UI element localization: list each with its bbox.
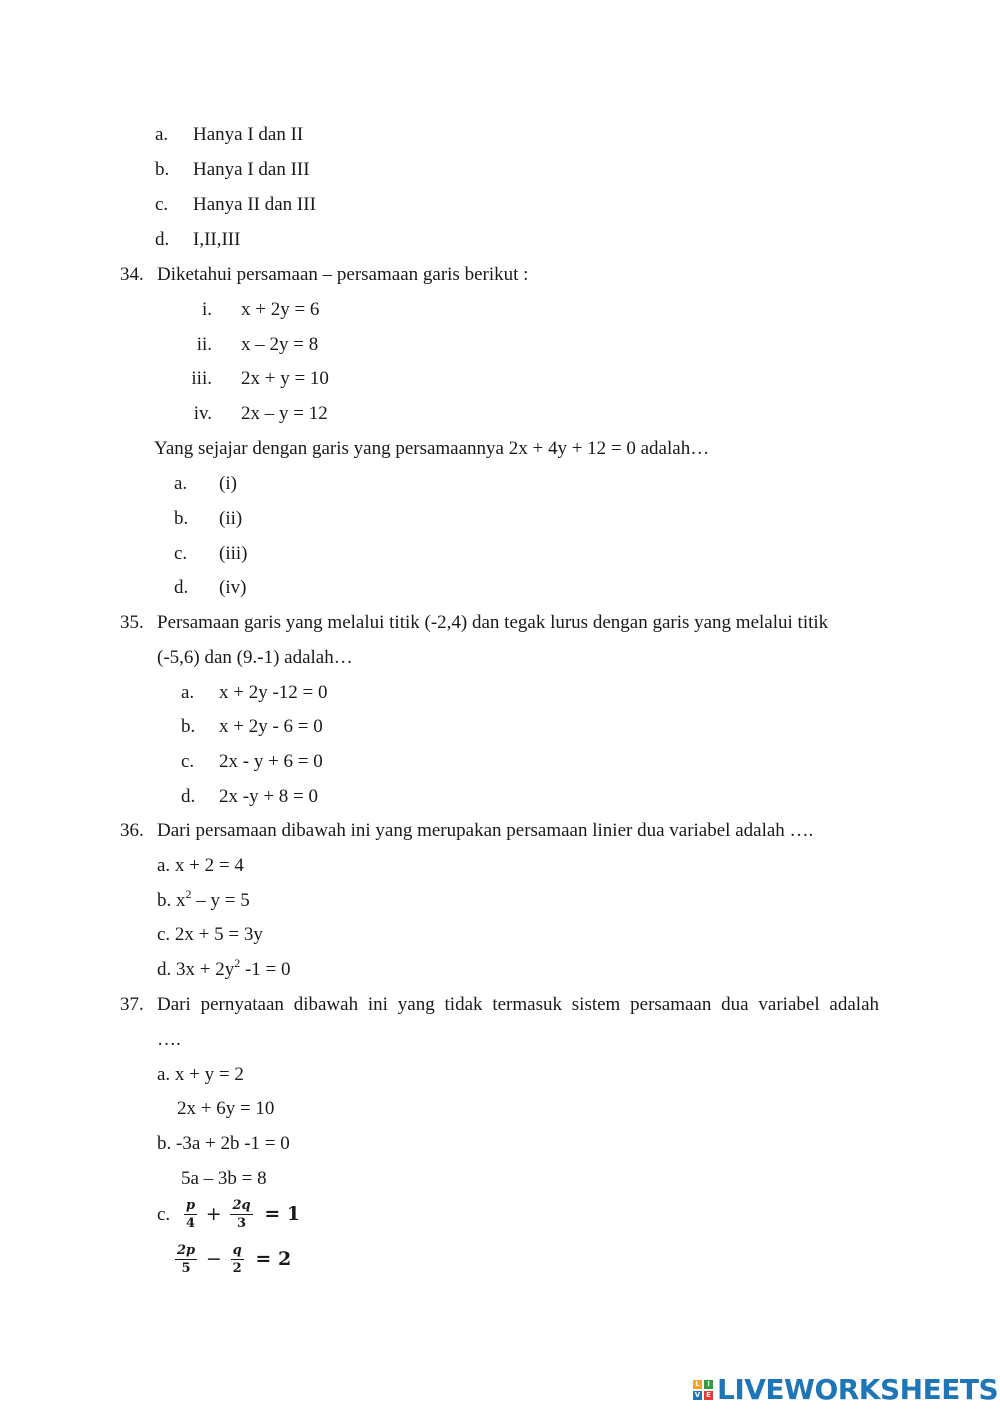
q34-item-iv-eq: 2x – y = 12 (241, 403, 328, 424)
q37-option-b-line2: 5a – 3b = 8 (181, 1168, 267, 1189)
q37-line2: …. (157, 1029, 181, 1050)
q35-option-b-letter: b. (181, 716, 196, 737)
fraction: $\frac{2p}{5}$ (177, 1243, 196, 1276)
q33-option-b-letter: b. (155, 159, 170, 180)
q34-option-d-text: (iv) (219, 577, 247, 598)
q34-option-b-letter: b. (174, 508, 189, 529)
q36-number: 36. (120, 820, 144, 841)
q37-option-a-line2: 2x + 6y = 10 (177, 1098, 275, 1119)
exponent: 2 (185, 887, 192, 901)
q35-option-c-text: 2x - y + 6 = 0 (219, 751, 323, 772)
q36-option-d: d. $3x + 2y^2$ -1 = 0 (157, 956, 291, 980)
q37-option-c-letter: c. (157, 1204, 171, 1225)
q34-option-a-text: (i) (219, 473, 237, 494)
q34-question: Yang sejajar dengan garis yang persamaannya 2x + 4y + 12 = 0 adalah… (154, 438, 710, 459)
q35-option-a-text: x + 2y -12 = 0 (219, 682, 328, 703)
plus-operator: + (205, 1203, 222, 1225)
q33-option-c-letter: c. (155, 194, 169, 215)
logo-tile-e: E (704, 1391, 713, 1400)
minus-operator: − (205, 1248, 222, 1270)
q35-option-d-text: 2x -y + 8 = 0 (219, 786, 319, 807)
q33-option-d-letter: d. (155, 229, 170, 250)
q35-line2: (-5,6) dan (9.-1) adalah… (157, 647, 353, 668)
fraction: $\frac{p}{4}$ (185, 1198, 196, 1231)
q34-option-b-text: (ii) (219, 508, 243, 529)
fraction: $\frac{q}{2}$ (232, 1243, 242, 1276)
q34-number: 34. (120, 264, 144, 285)
q37-option-b-line1: b. -3a + 2b -1 = 0 (157, 1133, 290, 1154)
q34-item-i-numeral: i. (201, 299, 212, 320)
q34-item-ii-numeral: ii. (196, 334, 212, 355)
q33-option-d-text: I,II,III (193, 229, 241, 250)
q34-option-c-text: (iii) (219, 543, 248, 564)
q36-option-a: a. x + 2 = 4 (157, 855, 244, 876)
q33-option-c-text: Hanya II dan III (193, 194, 316, 215)
q34-item-iii-numeral: iii. (191, 368, 212, 389)
fraction: $\frac{2q}{3}$ (232, 1198, 251, 1231)
equation-rhs: = 2 (255, 1248, 292, 1270)
q33-option-a-letter: a. (155, 124, 169, 145)
q34-option-d-letter: d. (174, 577, 189, 598)
q34-item-ii-eq: x – 2y = 8 (241, 334, 319, 355)
q35-option-a-letter: a. (181, 682, 195, 703)
q34-item-iii-eq: 2x + y = 10 (241, 368, 329, 389)
q34-option-c-letter: c. (174, 543, 188, 564)
q35-line1: Persamaan garis yang melalui titik (-2,4) dan tegak lurus dengan garis yang melalui titik (157, 612, 829, 633)
q34-text: Diketahui persamaan – persamaan garis berikut : (157, 264, 529, 285)
q33-option-a-text: Hanya I dan II (193, 124, 304, 145)
q35-option-c-letter: c. (181, 751, 195, 772)
q34-item-iv-numeral: iv. (193, 403, 212, 424)
q37-option-c-line1 (157, 1199, 300, 1230)
q36-option-c: c. 2x + 5 = 3y (157, 924, 263, 945)
equation-rhs: = 1 (264, 1203, 301, 1225)
q37-line1: Dari pernyataan dibawah ini yang tidak termasuk sistem persamaan dua variabel adalah (157, 994, 879, 1015)
q36-text: Dari persamaan dibawah ini yang merupakan persamaan linier dua variabel adalah …. (157, 820, 814, 841)
liveworksheets-logo[interactable] (693, 1373, 999, 1406)
q37-option-c-line2 (174, 1244, 291, 1275)
logo-text: LIVEWORKSHEETS (717, 1373, 999, 1406)
q37-option-a-line1: a. x + y = 2 (157, 1064, 244, 1085)
q36-option-b: b. $x^2 - y = 5$ (157, 887, 250, 911)
q35-number: 35. (120, 612, 144, 633)
q37-number: 37. (120, 994, 144, 1015)
exponent: 2 (234, 956, 241, 970)
q33-option-b-text: Hanya I dan III (193, 159, 310, 180)
q35-option-b-text: x + 2y - 6 = 0 (219, 716, 323, 737)
q34-option-a-letter: a. (174, 473, 188, 494)
q34-item-i-eq: x + 2y = 6 (241, 299, 320, 320)
q35-option-d-letter: d. (181, 786, 196, 807)
logo-tile-l: L (693, 1380, 702, 1389)
logo-icon (693, 1380, 713, 1400)
logo-tile-v: V (694, 1391, 701, 1399)
logo-tile-i: I (704, 1380, 713, 1389)
